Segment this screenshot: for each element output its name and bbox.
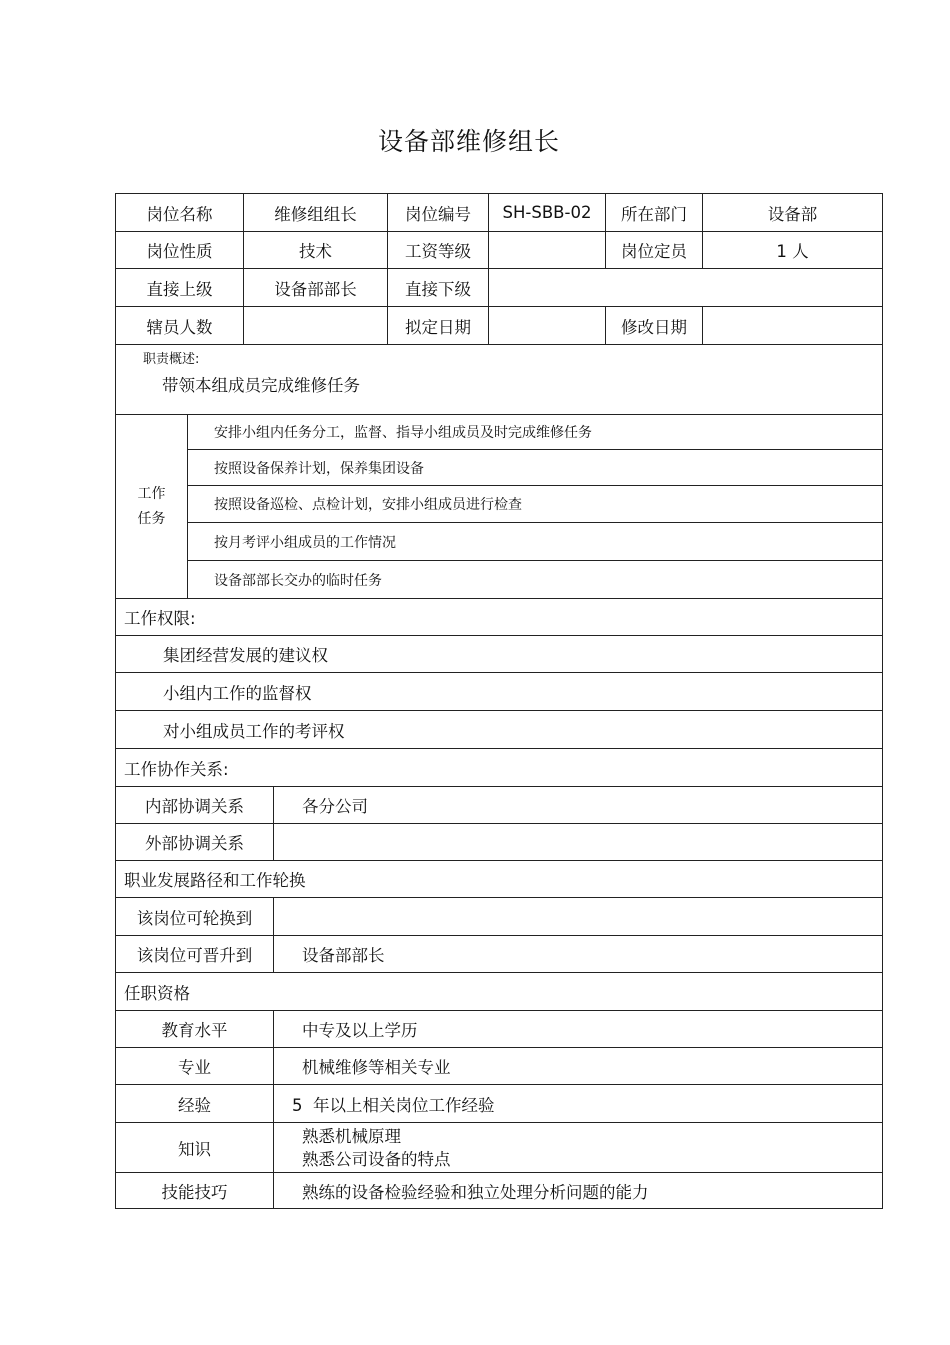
skills-label: 技能技巧 xyxy=(116,1173,274,1208)
staff-count-value xyxy=(244,307,388,344)
internal-relations-label: 内部协调关系 xyxy=(116,787,274,823)
authority-heading-row xyxy=(116,599,882,636)
table-row xyxy=(116,307,882,345)
authority-item: 对小组成员工作的考评权 xyxy=(163,721,345,741)
authority-row xyxy=(116,636,882,673)
authority-item: 集团经营发展的建议权 xyxy=(163,646,328,665)
qualification-heading-row xyxy=(116,973,882,1011)
table-row xyxy=(116,232,882,269)
table-row xyxy=(116,787,882,824)
experience-label: 经验 xyxy=(116,1085,274,1122)
staff-count-label: 辖员人数 xyxy=(116,307,244,344)
headcount-value: 1 人 xyxy=(776,242,809,261)
department-value: 设备部 xyxy=(767,204,818,224)
external-relations-label: 外部协调关系 xyxy=(116,824,274,860)
subordinate-label: 直接下级 xyxy=(388,269,489,306)
experience-value: 5 年以上相关岗位工作经验 xyxy=(292,1095,495,1115)
position-name-value: 维修组组长 xyxy=(244,194,388,231)
table-row xyxy=(116,1173,882,1208)
draft-date-label: 拟定日期 xyxy=(388,307,489,344)
salary-grade-label: 工资等级 xyxy=(388,232,489,268)
headcount-label: 岗位定员 xyxy=(606,232,703,268)
knowledge-value xyxy=(302,1123,882,1172)
knowledge-line: 熟悉机械原理 xyxy=(302,1126,401,1146)
task-item: 设备部部长交办的临时任务 xyxy=(214,573,382,589)
tasks-label xyxy=(116,415,188,598)
revise-date-value xyxy=(703,307,882,344)
summary-text: 带领本组成员完成维修任务 xyxy=(162,376,360,395)
job-description-table xyxy=(115,193,883,1209)
table-row xyxy=(116,1011,882,1048)
external-relations-value xyxy=(302,824,882,860)
table-row xyxy=(116,1085,882,1123)
nature-label: 岗位性质 xyxy=(116,232,244,268)
qualification-label: 任职资格 xyxy=(124,983,190,1003)
authority-item: 小组内工作的监督权 xyxy=(163,683,312,703)
major-value: 机械维修等相关专业 xyxy=(302,1058,451,1077)
task-item: 按月考评小组成员的工作情况 xyxy=(188,523,882,561)
task-item: 按照设备巡检、点检计划，安排小组成员进行检查 xyxy=(188,486,882,523)
table-row xyxy=(116,898,882,936)
tasks-label-line2: 任务 xyxy=(137,510,166,527)
subordinate-value xyxy=(489,269,882,306)
superior-value: 设备部部长 xyxy=(244,269,388,306)
knowledge-line: 熟悉公司设备的特点 xyxy=(302,1149,451,1169)
authority-label: 工作权限: xyxy=(124,609,196,628)
relations-label: 工作协作关系: xyxy=(124,759,229,779)
table-row xyxy=(116,1048,882,1085)
tasks-section xyxy=(116,415,882,599)
rotate-label: 该岗位可轮换到 xyxy=(116,898,274,935)
career-heading-row xyxy=(116,861,882,898)
position-code-value: SH-SBB-02 xyxy=(489,194,606,231)
revise-date-label: 修改日期 xyxy=(606,307,703,344)
table-row xyxy=(116,269,882,307)
major-label: 专业 xyxy=(116,1048,274,1084)
salary-grade-value xyxy=(489,232,606,268)
tasks-label-line1: 工作 xyxy=(137,485,166,502)
department-label: 所在部门 xyxy=(606,194,703,231)
summary-label: 职责概述: xyxy=(143,352,200,367)
internal-relations-value: 各分公司 xyxy=(302,797,368,816)
knowledge-label: 知识 xyxy=(116,1123,274,1172)
task-item: 按照设备保养计划，保养集团设备 xyxy=(188,450,882,486)
skills-value: 熟练的设备检验经验和独立处理分析问题的能力 xyxy=(302,1182,649,1202)
position-name-label: 岗位名称 xyxy=(116,194,244,231)
career-label: 职业发展路径和工作轮换 xyxy=(124,871,306,890)
table-row xyxy=(116,936,882,973)
education-value: 中专及以上学历 xyxy=(302,1021,418,1040)
promote-label: 该岗位可晋升到 xyxy=(116,936,274,972)
promote-value: 设备部部长 xyxy=(302,946,385,965)
table-row xyxy=(116,1123,882,1173)
authority-row xyxy=(116,673,882,711)
table-row xyxy=(116,824,882,861)
task-item: 安排小组内任务分工，监督、指导小组成员及时完成维修任务 xyxy=(188,415,882,450)
table-row xyxy=(116,194,882,232)
relations-heading-row xyxy=(116,749,882,787)
draft-date-value xyxy=(489,307,606,344)
education-label: 教育水平 xyxy=(116,1011,274,1047)
superior-label: 直接上级 xyxy=(116,269,244,306)
rotate-value xyxy=(302,898,882,935)
summary-section xyxy=(116,345,882,415)
page-title: 设备部维修组长 xyxy=(377,127,560,156)
authority-row xyxy=(116,711,882,749)
position-code-label: 岗位编号 xyxy=(388,194,489,231)
nature-value: 技术 xyxy=(244,232,388,268)
